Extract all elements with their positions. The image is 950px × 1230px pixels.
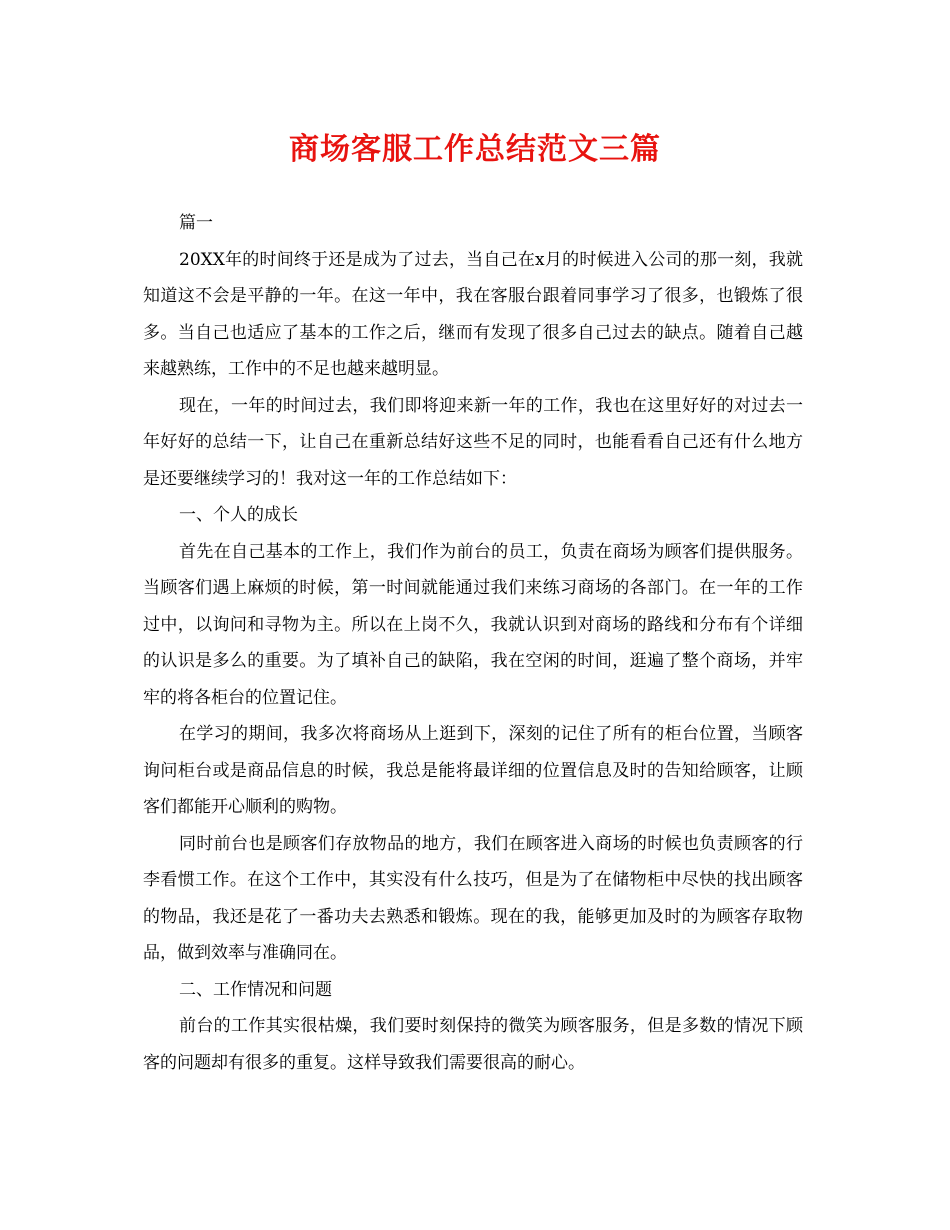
- paragraph-intro: 20XX年的时间终于还是成为了过去，当自己在x月的时候进入公司的那一刻，我就知道这不会是平静的一年。在这一年中，我在客服台跟着同事学习了很多，也锻炼了很多。当自己也适应了基本的工作之后，继而有发现了很多自己过去的缺点。随着自己越来越熟练，工作中的不足也越来越明显。: [143, 249, 803, 379]
- paragraph-basic-work: 首先在自己基本的工作上，我们作为前台的员工，负责在商场为顾客们提供服务。当顾客们遇上麻烦的时候，第一时间就能通过我们来练习商场的各部门。在一年的工作过中，以询问和寻物为主。所以在上岗不久，我就认识到对商场的路线和分布有个详细的认识是多么的重要。为了填补自己的缺陷，我在空闲的时间，逛遍了整个商场，并牢牢的将各柜台的位置记住。: [143, 541, 803, 708]
- section-heading-part-one: 篇一: [179, 213, 213, 233]
- document-body: [143, 205, 803, 1081]
- paragraph-summary-intro: 现在，一年的时间过去，我们即将迎来新一年的工作，我也在这里好好的对过去一年好好的总结一下，让自己在重新总结好这些不足的同时，也能看看自己还有什么地方是还要继续学习的！我对这一年的工作总结如下：: [143, 395, 803, 489]
- paragraph-front-desk-work: 前台的工作其实很枯燥，我们要时刻保持的微笑为顾客服务，但是多数的情况下顾客的问题却有很多的重复。这样导致我们需要很高的耐心。: [143, 1016, 803, 1073]
- section-heading-personal-growth: 一、个人的成长: [179, 505, 298, 525]
- paragraph-learning-period: 在学习的期间，我多次将商场从上逛到下，深刻的记住了所有的柜台位置，当顾客询问柜台或是商品信息的时候，我总是能将最详细的位置信息及时的告知给顾客，让顾客们都能开心顺利的购物。: [143, 724, 803, 817]
- section-heading-work-issues: 二、工作情况和问题: [179, 979, 332, 1000]
- paragraph-storage-service: 同时前台也是顾客们存放物品的地方，我们在顾客进入商场的时候也负责顾客的行李看惯工作。在这个工作中，其实没有什么技巧，但是为了在储物柜中尽快的找出顾客的物品，我还是花了一番功夫去熟悉和锻炼。现在的我，能够更加及时的为顾客存取物品，做到效率与准确同在。: [143, 833, 803, 963]
- document-title: 商场客服工作总结范文三篇: [289, 132, 661, 167]
